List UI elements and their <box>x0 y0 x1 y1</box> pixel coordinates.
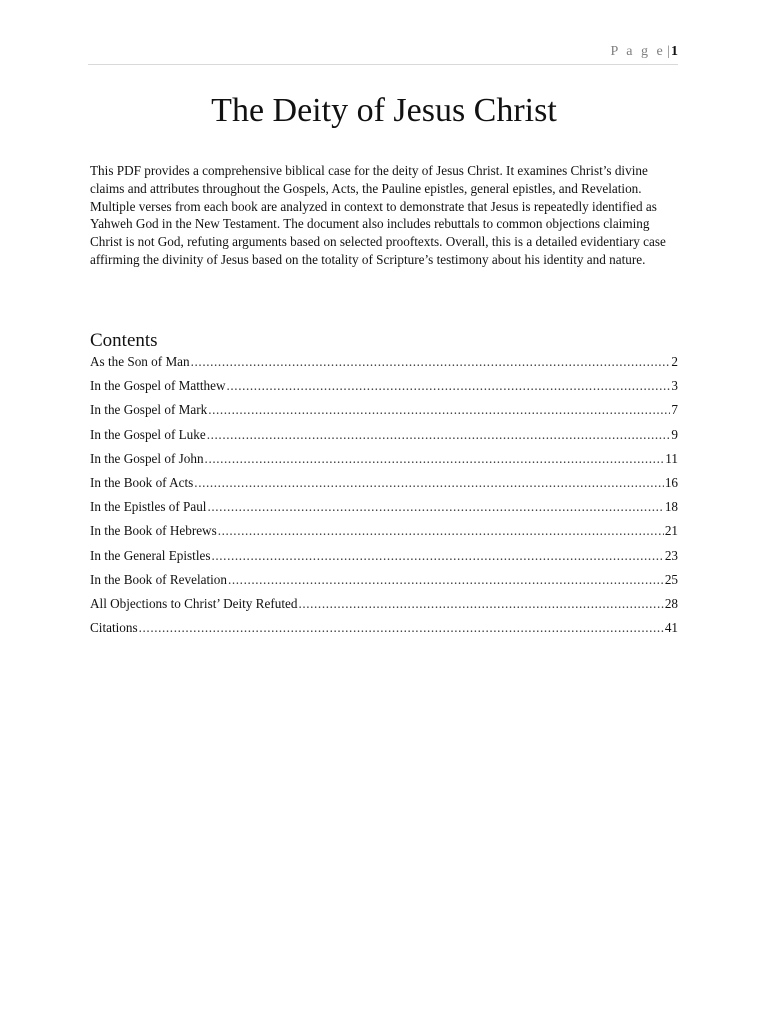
toc-entry-page[interactable]: 21 <box>664 523 678 539</box>
page-header <box>88 44 678 65</box>
toc-dot-leader <box>298 596 663 612</box>
toc-entry[interactable] <box>90 523 678 547</box>
toc-dot-leader <box>205 451 665 467</box>
toc-entry-label[interactable]: In the Gospel of Matthew <box>90 378 226 394</box>
toc-entry-label[interactable]: In the General Epistles <box>90 547 211 563</box>
toc-entry[interactable] <box>90 596 678 620</box>
toc-entry[interactable] <box>90 572 678 596</box>
toc-entry-label[interactable]: In the Book of Acts <box>90 474 194 490</box>
toc-entry-label[interactable]: In the Gospel of Mark <box>90 402 208 418</box>
toc-dot-leader <box>207 499 663 515</box>
toc-dot-leader <box>227 378 671 394</box>
toc-entry-page[interactable]: 41 <box>664 620 678 636</box>
toc-entry[interactable] <box>90 427 678 451</box>
toc-entry-label[interactable]: In the Book of Hebrews <box>90 523 217 539</box>
toc-entry-page[interactable]: 7 <box>671 402 678 418</box>
toc-entry-page[interactable]: 28 <box>664 595 678 611</box>
toc-dot-leader <box>191 354 671 370</box>
toc-dot-leader <box>228 572 664 588</box>
toc-entry-page[interactable]: 18 <box>664 499 678 515</box>
toc-entry[interactable] <box>90 620 678 644</box>
toc-dot-leader <box>194 475 664 491</box>
toc-entry-page[interactable]: 16 <box>664 474 678 490</box>
toc-dot-leader <box>208 402 670 418</box>
document-title: The Deity of Jesus Christ <box>211 92 557 129</box>
toc-entry-page[interactable]: 25 <box>664 571 678 587</box>
toc-dot-leader <box>218 523 664 539</box>
toc-entry-page[interactable]: 2 <box>671 354 678 369</box>
toc-entry[interactable] <box>90 378 678 402</box>
abstract-paragraph: This PDF provides a comprehensive biblical case for the deity of Jesus Christ. It examines Christ’s divine claims and attributes throughout the Gospels, Acts, the Pauline epistles, general epistles, and Revelation. Multiple verses from each book are analyzed in context to demonstrate that Jesus is repeatedly identified as Yahweh God in the New Testament. The document also includes rebuttals to common objections claiming Christ is not God, refuting arguments based on selected prooftexts. Overall, this is a detailed evidentiary case affirming the divinity of Jesus based on the totality of Scripture’s testimony about his identity and nature. <box>90 163 666 267</box>
toc-entry[interactable] <box>90 402 678 426</box>
toc-entry-label[interactable]: In the Gospel of John <box>90 450 204 466</box>
table-of-contents <box>90 354 678 644</box>
toc-entry-label[interactable]: Citations <box>90 620 138 636</box>
toc-entry-label[interactable]: As the Son of Man <box>90 354 190 369</box>
toc-entry[interactable] <box>90 451 678 475</box>
toc-entry-page[interactable]: 23 <box>664 547 678 563</box>
page-separator: | <box>667 44 670 59</box>
toc-dot-leader <box>139 620 664 636</box>
toc-entry[interactable] <box>90 499 678 523</box>
page-number: 1 <box>671 44 678 59</box>
toc-entry-page[interactable]: 3 <box>671 378 678 394</box>
toc-dot-leader <box>211 548 663 564</box>
toc-entry-label[interactable]: In the Book of Revelation <box>90 571 227 587</box>
toc-entry-page[interactable]: 9 <box>671 426 678 442</box>
page-label: P a g e <box>610 44 666 59</box>
toc-entry[interactable] <box>90 475 678 499</box>
toc-dot-leader <box>207 427 671 443</box>
toc-entry-label[interactable]: In the Gospel of Luke <box>90 426 206 442</box>
toc-entry[interactable] <box>90 354 678 378</box>
toc-entry-page[interactable]: 11 <box>665 450 678 466</box>
toc-entry[interactable] <box>90 548 678 572</box>
toc-entry-label[interactable]: All Objections to Christ’ Deity Refuted <box>90 595 298 611</box>
toc-entry-label[interactable]: In the Epistles of Paul <box>90 499 207 515</box>
contents-heading: Contents <box>90 330 158 351</box>
